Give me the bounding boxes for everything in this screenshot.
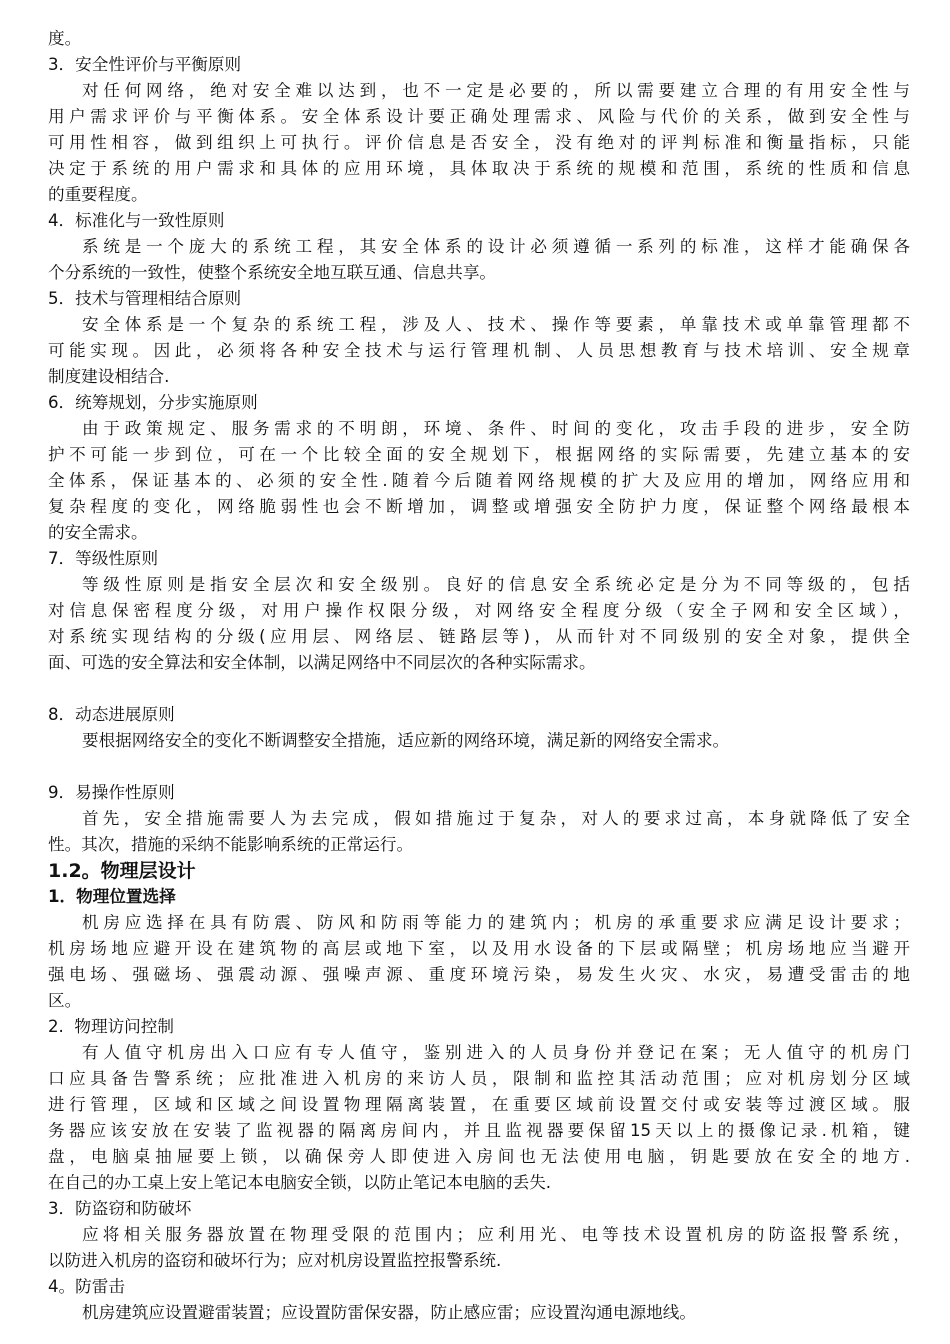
section-heading: 6．统筹规划，分步实施原则: [48, 393, 258, 412]
blank-line: [48, 676, 910, 702]
text-line: 可用性相容，做到组织上可执行。评价信息是否安全，没有绝对的评判标准和衡量指标，只能: [48, 133, 910, 152]
section-heading: 4．标准化与一致性原则: [48, 211, 225, 230]
text-line: 用户需求评价与平衡体系。安全体系设计要正确处理需求、风险与代价的关系，做到安全性与: [48, 107, 910, 126]
text-line: 机房应选择在具有防震、防风和防雨等能力的建筑内；机房的承重要求应满足设计要求；: [82, 913, 910, 932]
section-heading: 3．防盗窃和防破坏: [48, 1199, 192, 1218]
text-line: 应将相关服务器放置在物理受限的范围内；应利用光、电等技术设置机房的防盗报警系统，: [82, 1225, 910, 1244]
text-line: 复杂程度的变化，网络脆弱性也会不断增加，调整或增强安全防护力度，保证整个网络最根本: [48, 497, 910, 516]
text-line: 机房场地应避开设在建筑物的高层或地下室，以及用水设备的下层或隔壁；机房场地应当避开: [48, 939, 910, 958]
text-line: 有人值守机房出入口应有专人值守，鉴别进入的人员身份并登记在案；无人值守的机房门: [82, 1043, 910, 1062]
text-line: 全体系，保证基本的、必须的安全性.随着今后随着网络规模的扩大及应用的增加，网络应用和: [48, 471, 910, 490]
text-line: 盘，电脑桌抽屉要上锁，以确保旁人即使进入房间也无法使用电脑，钥匙要放在安全的地方.: [48, 1147, 910, 1166]
section-heading: 2. 物理访问控制: [48, 1017, 174, 1036]
text-line: 进行管理，区域和区域之间设置物理隔离装置，在重要区域前设置交付或安装等过渡区域。服: [48, 1095, 910, 1114]
text-line: 由于政策规定、服务需求的不明朗，环境、条件、时间的变化，攻击手段的进步，安全防: [82, 419, 910, 438]
text-line: 要根据网络安全的变化不断调整安全措施，适应新的网络环境，满足新的网络安全需求。: [82, 731, 730, 750]
text-line: 安全体系是一个复杂的系统工程，涉及人、技术、操作等要素，单靠技术或单靠管理都不: [82, 315, 910, 334]
text-line: 务器应该安放在安装了监视器的隔离房间内，并且监视器要保留15天以上的摄像记录.机箱，键: [48, 1121, 910, 1140]
text-line: 以防进入机房的盗窃和破坏行为；应对机房设置监控报警系统.: [48, 1251, 502, 1270]
section-heading: 4。防雷击: [48, 1277, 125, 1296]
section-heading: 5．技术与管理相结合原则: [48, 289, 242, 308]
text-line: 制度建设相结合.: [48, 367, 170, 386]
text-line: 可能实现。因此，必须将各种安全技术与运行管理机制、人员思想教育与技术培训、安全规章: [48, 341, 910, 360]
text-line: 决定于系统的用户需求和具体的应用环境，具体取决于系统的规模和范围，系统的性质和信息: [48, 159, 910, 178]
section-heading: 3．安全性评价与平衡原则: [48, 55, 242, 74]
document-page: [48, 26, 910, 1326]
text-line: 性。其次，措施的采纳不能影响系统的正常运行。: [48, 835, 414, 854]
text-line: 护不可能一步到位，可在一个比较全面的安全规划下，根据网络的实际需要，先建立基本的安: [48, 445, 910, 464]
chapter-title: 1.2。物理层设计: [48, 860, 196, 882]
section-heading: 9．易操作性原则: [48, 783, 175, 802]
section-heading: 1．物理位置选择: [48, 887, 176, 906]
section-heading: 8．动态进展原则: [48, 705, 175, 724]
section-heading: 7．等级性原则: [48, 549, 159, 568]
text-line: 口应具备告警系统；应批准进入机房的来访人员，限制和监控其活动范围；应对机房划分区域: [48, 1069, 910, 1088]
text-line: 对系统实现结构的分级(应用层、网络层、链路层等)，从而针对不同级别的安全对象，提供全: [48, 627, 910, 646]
text-line: 首先，安全措施需要人为去完成，假如措施过于复杂，对人的要求过高，本身就降低了安全: [82, 809, 910, 828]
text-line: 强电场、强磁场、强震动源、强噪声源、重度环境污染，易发生火灾、水灾，易遭受雷击的地: [48, 965, 910, 984]
text-line: 区。: [48, 991, 82, 1010]
text-line: 度。: [48, 29, 82, 48]
text-line: 在自己的办工桌上安上笔记本电脑安全锁，以防止笔记本电脑的丢失.: [48, 1173, 552, 1192]
text-line: 机房建筑应设置避雷装置；应设置防雷保安器，防止感应雷；应设置沟通电源地线。: [82, 1303, 696, 1322]
text-line: 的安全需求。: [48, 523, 148, 542]
text-line: 的重要程度。: [48, 185, 148, 204]
text-line: 等级性原则是指安全层次和安全级别。良好的信息安全系统必定是分为不同等级的，包括: [82, 575, 910, 594]
text-line: 对信息保密程度分级，对用户操作权限分级，对网络安全程度分级（安全子网和安全区域），: [48, 601, 910, 620]
text-line: 对任何网络，绝对安全难以达到，也不一定是必要的，所以需要建立合理的有用安全性与: [82, 81, 910, 100]
blank-line: [48, 754, 910, 780]
text-line: 面、可选的安全算法和安全体制，以满足网络中不同层次的各种实际需求。: [48, 653, 596, 672]
text-line: 个分系统的一致性，使整个系统安全地互联互通、信息共享。: [48, 263, 497, 282]
text-line: 系统是一个庞大的系统工程，其安全体系的设计必须遵循一系列的标准，这样才能确保各: [82, 237, 910, 256]
